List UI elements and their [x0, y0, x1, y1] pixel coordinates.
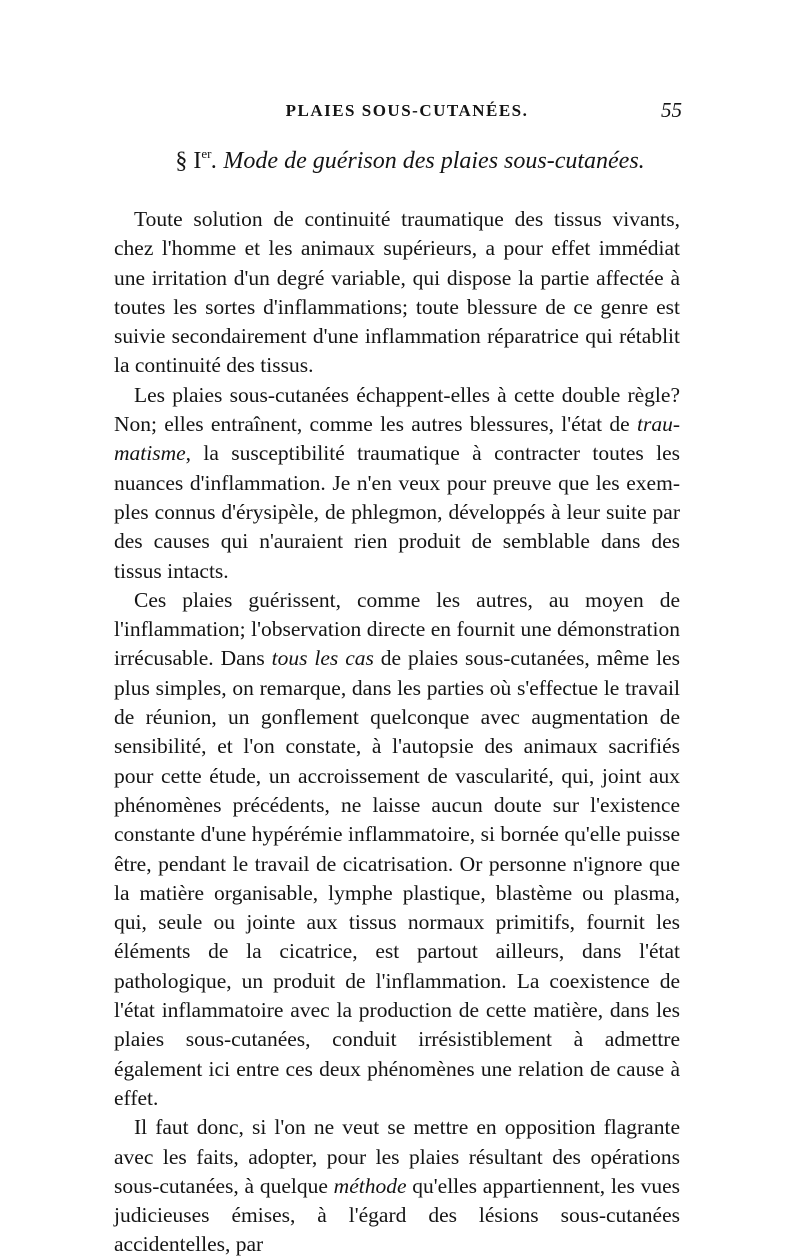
italic-term: traumatisme	[114, 412, 680, 466]
paragraph-text: , la susceptibilité traumatique à contracter toutes les nuances d'inflammation. Je n'en veux pour preuve que les exemples connus d'érysipèle, de phlegmon, développés à leur suite par des causes qui n'auraient rien produit de semblable dans des tissus intacts.	[114, 441, 680, 583]
paragraph	[114, 205, 680, 381]
paragraph-text: Il faut donc, si l'on ne veut se mettre en opposition flagrante avec les faits, adopter, pour les plaies résultant des opérations sous-cutanées, à quelque	[114, 1115, 680, 1198]
section-heading	[0, 146, 800, 175]
body-text	[114, 205, 680, 1260]
paragraph-text: Toute solution de continuité traumatique des tissus vivants, chez l'homme et les animaux supérieurs, a pour effet immédiat une irritation d'un degré variable, qui dispose la partie affectée à toutes les sortes d'inflammations; toute blessure de ce genre est suivie secondairement d'une inflammation réparatrice qui rétablit la continuité des tissus.	[114, 207, 680, 378]
paragraph-text: de plaies sous-cutanées, même les plus simples, on remarque, dans les parties où s'effectue le travail de réunion, un gonflement quelconque avec augmentation de sensibilité, et l'on constate, à l'autopsie des animaux sacrifiés pour cette étude, un accroissement de vascularité, qui, joint aux phénomènes précédents, ne laisse aucun doute sur l'existence constante d'une hypérémie inflammatoire, si bornée qu'elle puisse être, pendant le travail de cicatrisation. Or personne n'ignore que la matière organisable, lymphe plastique, blastème ou plasma, qui, seule ou jointe aux tissus normaux primitifs, fournit les éléments de la cicatrice, est partout ailleurs, dans l'état pathologique, un produit de l'inflammation. La coexistence de l'état inflammatoire avec la production de cette matière, dans les plaies sous-cutanées, conduit irrésistiblement à admettre également ici entre ces deux phénomènes une relation de cause à effet.	[114, 646, 680, 1110]
section-ordinal: er	[201, 146, 212, 161]
paragraph-text: Ces plaies guérissent, comme les autres, au moyen de l'inflammation; l'observation directe en fournit une démonstration irrécusable. Dans	[114, 587, 680, 671]
paragraph-text: qu'elles appartiennent, les vues judicieuses émises, à l'égard des lésions sous-cutanées accidentelles, par	[114, 1173, 680, 1257]
section-symbol: § I	[175, 148, 202, 174]
paragraph	[114, 381, 680, 586]
paragraph	[114, 586, 680, 1113]
section-title-text: . Mode de guérison des plaies sous-cutanées.	[211, 148, 645, 174]
running-head	[0, 98, 800, 125]
paragraph	[114, 1113, 680, 1259]
page-number: 55	[661, 98, 682, 122]
paragraph-text: Les plaies sous-cutanées échappent-elles à cette double règle? Non; elles entraînent, comme les autres blessures, l'état de	[114, 382, 680, 437]
running-title: PLAIES SOUS-CUTANÉES.	[285, 101, 529, 120]
italic-term: méthode	[333, 1173, 407, 1198]
italic-term: tous les cas	[271, 646, 374, 671]
